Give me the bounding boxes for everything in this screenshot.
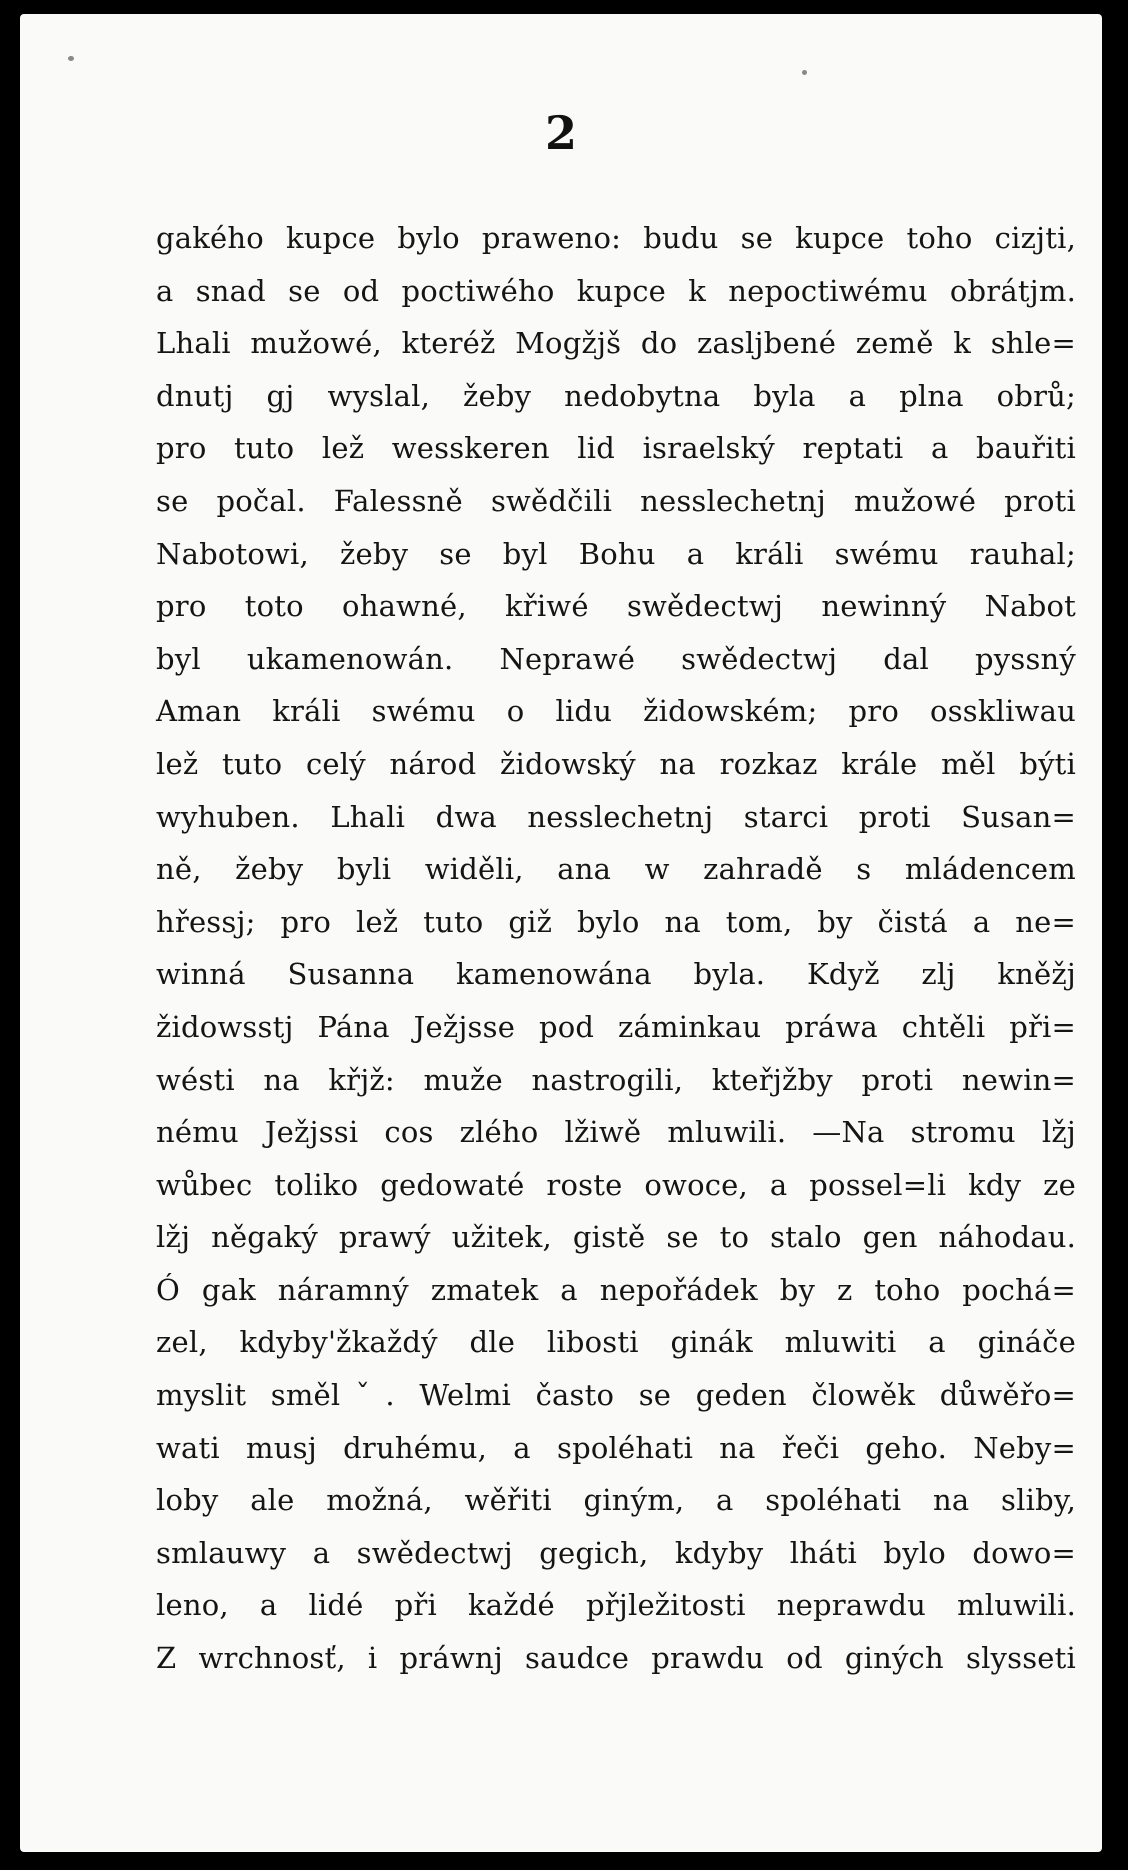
text-line: Ó gak náramný zmatek a nepořádek by z toho pochá= xyxy=(156,1272,1076,1307)
text-line: loby ale možná, wěřiti giným, a spoléhati na sliby, xyxy=(156,1483,1076,1518)
text-line: wésti na křjž: muže nastrogili, kteřjžby proti newin= xyxy=(156,1062,1076,1097)
text-line: Nabotowi, žeby se byl Bohu a králi swému rauhal; xyxy=(156,536,1076,571)
text-line: Z wrchnosť, i práwnj saudce prawdu od giných slyssetі xyxy=(156,1641,1076,1676)
page-number: 2 xyxy=(544,106,577,160)
text-line: dnutj gj wyslal, žeby nedobytna byla a plna obrů; xyxy=(156,378,1076,413)
text-line: nému Ježjssi cos zlého lžiwě mluwili. —Na stromu lžj xyxy=(156,1115,1076,1150)
text-line: smlauwy a swědectwj gegich, kdyby lháti bylo dowo= xyxy=(156,1535,1076,1570)
text-line: byl ukamenowán. Neprawé swědectwj dal pyssný xyxy=(156,641,1076,676)
text-line: pro tuto lež wesskeren lid israelský reptati a bauřiti xyxy=(156,431,1076,466)
text-line: Lhali mužowé, kteréž Mogžjš do zaslјbené země k shle= xyxy=(156,326,1076,361)
text-line: pro toto ohawné, křiwé swědectwj newinný Nabot xyxy=(156,589,1076,624)
text-line: a snad se od poctiwého kupce k nepoctiwému obrátjm. xyxy=(156,273,1076,308)
text-line: winná Susanna kamenowána byla. Když zlj kněžj xyxy=(156,957,1076,992)
text-line: židowsstj Pána Ježjsse pod záminkau práwa chtěli při= xyxy=(156,1009,1076,1044)
text-line: leno, a lidé při každé přjležitosti neprawdu mluwili. xyxy=(156,1588,1076,1623)
text-line: hřessj; pro lež tuto giž bylo na tom, by čistá a ne= xyxy=(156,904,1076,939)
text-line: ně, žeby byli widěli, ana w zahradě s mládencem xyxy=(156,852,1076,887)
text-line: wůbec toliko gedowaté roste owoce, a possel=li kdy ze xyxy=(156,1167,1076,1202)
text-line: myslit smělˇ. Welmi často se geden člowěk důwěřo= xyxy=(156,1378,1076,1413)
paper-speck xyxy=(68,56,74,61)
paper-speck xyxy=(802,70,807,75)
text-line: Aman králi swému o lidu židowském; pro osskliwau xyxy=(156,694,1076,729)
book-page xyxy=(20,14,1102,1852)
text-line: se počal. Falessně swědčili nesslechetnj mužowé proti xyxy=(156,483,1076,518)
body-text xyxy=(156,212,1076,1685)
text-line: wati musj druhému, a spoléhati na řeči geho. Neby= xyxy=(156,1430,1076,1465)
text-line: wyhuben. Lhali dwa nesslechetnj starci proti Susan= xyxy=(156,799,1076,834)
text-line: zel, kdyby'žkaždý dle libosti ginák mluwiti a gináče xyxy=(156,1325,1076,1360)
text-line: lžj něgaký prawý užitek, gistě se to stalo gen náhodau. xyxy=(156,1220,1076,1255)
text-line: lež tuto celý národ židowský na rozkaz krále měl býti xyxy=(156,746,1076,781)
text-line: gakého kupce bylo prawenо: budu se kupce toho cizjti, xyxy=(156,221,1076,255)
